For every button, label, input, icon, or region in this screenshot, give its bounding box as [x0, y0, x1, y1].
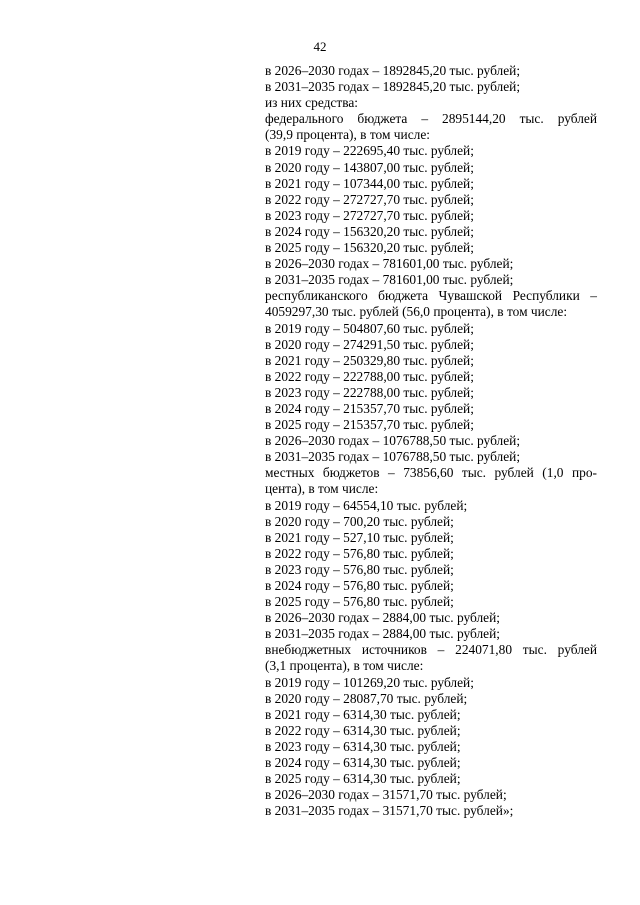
text-line: в 2026–2030 годах – 1076788,50 тыс. рублей;: [265, 433, 521, 449]
text-line: (39,9 процента), в том числе:: [265, 127, 430, 143]
text-line: республиканского бюджета Чувашской Республики –: [265, 288, 597, 304]
page-number: 42: [313, 39, 327, 54]
text-line: в 2026–2030 годах – 781601,00 тыс. рублей;: [265, 256, 514, 272]
text-line: в 2026–2030 годах – 2884,00 тыс. рублей;: [265, 610, 500, 626]
text-line: в 2026–2030 годах – 31571,70 тыс. рублей;: [265, 787, 507, 803]
text-line: в 2023 году – 576,80 тыс. рублей;: [265, 561, 454, 577]
text-line: в 2031–2035 годах – 781601,00 тыс. рублей;: [265, 272, 514, 288]
text-line: в 2021 году – 250329,80 тыс. рублей;: [265, 352, 474, 368]
text-line: в 2026–2030 годах – 1892845,20 тыс. рублей;: [265, 63, 521, 78]
text-line: в 2019 году – 101269,20 тыс. рублей;: [265, 674, 474, 690]
text-line: в 2023 году – 6314,30 тыс. рублей;: [265, 738, 461, 754]
text-line: в 2020 году – 143807,00 тыс. рублей;: [265, 159, 474, 175]
text-line: в 2019 году – 504807,60 тыс. рублей;: [265, 320, 474, 336]
text-line: в 2019 году – 222695,40 тыс. рублей;: [265, 143, 474, 159]
text-line: в 2024 году – 6314,30 тыс. рублей;: [265, 755, 461, 771]
text-line: в 2021 году – 107344,00 тыс. рублей;: [265, 175, 474, 191]
text-line: в 2021 году – 527,10 тыс. рублей;: [265, 529, 454, 545]
text-line: в 2024 году – 215357,70 тыс. рублей;: [265, 400, 474, 416]
text-line: федерального бюджета – 2895144,20 тыс. рублей: [265, 111, 597, 127]
text-line: в 2020 году – 28087,70 тыс. рублей;: [265, 690, 468, 706]
text-line: в 2031–2035 годах – 31571,70 тыс. рублей»;: [265, 803, 514, 819]
text-line: в 2022 году – 272727,70 тыс. рублей;: [265, 191, 474, 207]
text-line: в 2024 году – 156320,20 тыс. рублей;: [265, 223, 474, 239]
text-line: местных бюджетов – 73856,60 тыс. рублей (1,0 про-: [265, 465, 597, 481]
text-line: в 2023 году – 222788,00 тыс. рублей;: [265, 384, 474, 400]
text-line: в 2025 году – 156320,20 тыс. рублей;: [265, 240, 474, 256]
text-line: в 2031–2035 годах – 2884,00 тыс. рублей;: [265, 626, 500, 642]
text-line: в 2031–2035 годах – 1076788,50 тыс. рублей;: [265, 449, 521, 465]
text-line: в 2031–2035 годах – 1892845,20 тыс. рублей;: [265, 79, 521, 95]
text-line: в 2022 году – 6314,30 тыс. рублей;: [265, 722, 461, 738]
text-line: внебюджетных источников – 224071,80 тыс. рублей: [265, 642, 597, 658]
text-line: в 2023 году – 272727,70 тыс. рублей;: [265, 207, 474, 223]
text-line: в 2021 году – 6314,30 тыс. рублей;: [265, 706, 461, 722]
text-line: в 2022 году – 222788,00 тыс. рублей;: [265, 368, 474, 384]
text-line: из них средства:: [265, 95, 359, 111]
text-line: в 2025 году – 6314,30 тыс. рублей;: [265, 771, 461, 787]
text-line: в 2022 году – 576,80 тыс. рублей;: [265, 545, 454, 561]
text-line: (3,1 процента), в том числе:: [265, 658, 424, 674]
funding-text-block: [265, 63, 597, 819]
text-line: в 2020 году – 274291,50 тыс. рублей;: [265, 336, 474, 352]
text-line: 4059297,30 тыс. рублей (56,0 процента), в том числе:: [265, 304, 568, 320]
text-line: в 2025 году – 215357,70 тыс. рублей;: [265, 417, 474, 433]
text-line: в 2025 году – 576,80 тыс. рублей;: [265, 594, 454, 610]
text-line: в 2024 году – 576,80 тыс. рублей;: [265, 578, 454, 593]
text-line: в 2020 году – 700,20 тыс. рублей;: [265, 513, 454, 529]
text-line: в 2019 году – 64554,10 тыс. рублей;: [265, 497, 468, 513]
text-line: цента), в том числе:: [265, 481, 379, 497]
